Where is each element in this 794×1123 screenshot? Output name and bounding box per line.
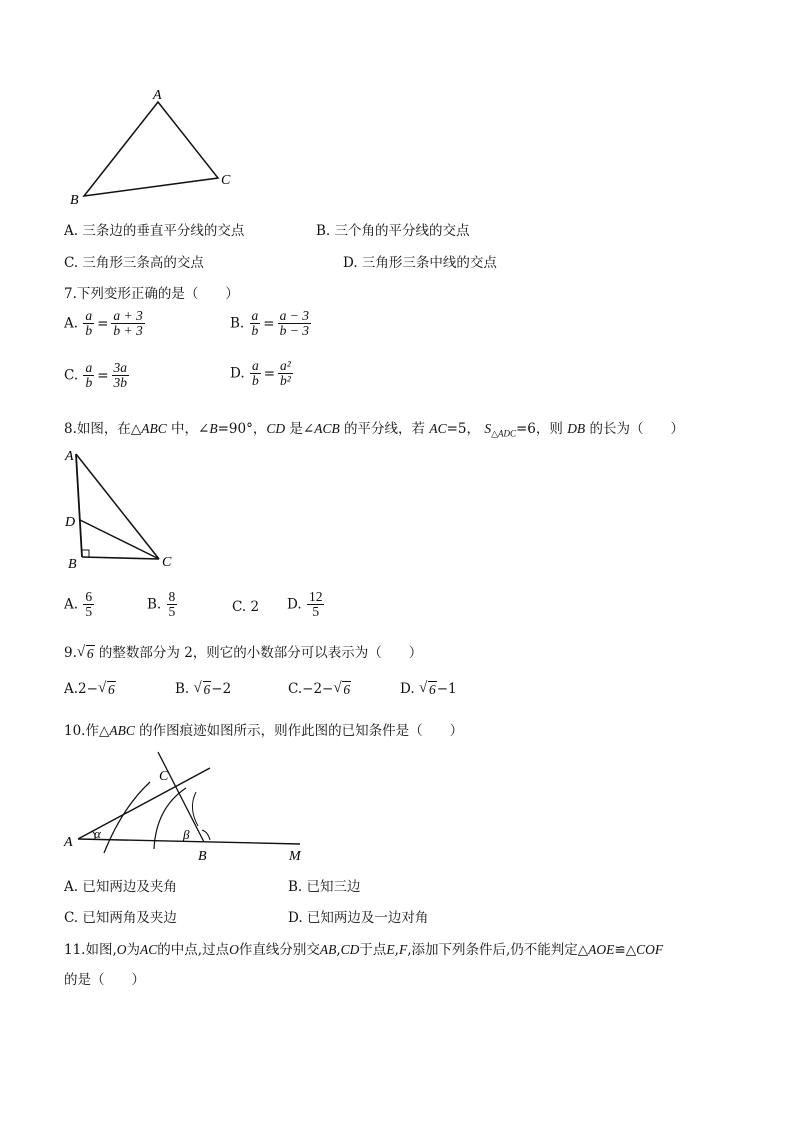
q10-option-a[interactable]: A. 已知两边及夹角 [64, 879, 177, 895]
q10-option-b[interactable]: B. 已知三边 [288, 879, 361, 895]
q7-option-a[interactable]: A. $\frac{a}{b}$ = $\frac{a + 3}{b + 3}$ [64, 308, 143, 338]
option-letter: B. [230, 315, 245, 332]
q9-option-d[interactable]: D. √ 6−1 [400, 681, 457, 698]
q6-option-b[interactable]: B. 三个角的平分线的交点 [316, 223, 470, 239]
rhs-fraction: $\frac{3a}{3b}$ [113, 360, 127, 390]
q6-option-c[interactable]: C. 三角形三条高的交点 [64, 255, 204, 271]
lhs-fraction: $\frac{a}{b}$ [85, 360, 93, 390]
q11-stem: 11.如图,O为AC的中点,过点O作直线分别交AB,CD于点E,F,添加下列条件后,仍不能判定△AOE≌△COF [64, 942, 664, 958]
vertex-label-c: C [159, 769, 169, 784]
rhs-fraction: $\frac{a + 3}{b + 3}$ [113, 308, 143, 338]
vertex-label-c: C [162, 555, 172, 570]
figure-construction [62, 748, 322, 866]
vertex-label-a: A [65, 449, 74, 464]
figure-triangle-abc [62, 88, 242, 208]
vertex-label-b: B [198, 849, 207, 864]
q8-option-c[interactable]: C. 2 [232, 599, 260, 615]
q6-option-a[interactable]: A. 三条边的垂直平分线的交点 [64, 223, 245, 239]
lhs-fraction: $\frac{a}{b}$ [85, 308, 93, 338]
q10-option-d[interactable]: D. 已知两边及一边对角 [288, 910, 429, 926]
sqrt-symbol: √ 6 [77, 646, 95, 662]
vertex-label-a: A [153, 88, 162, 103]
label-alpha: α [94, 826, 101, 841]
q7-option-b[interactable]: B. $\frac{a}{b}$ = $\frac{a - 3}{b - 3}$ [230, 308, 309, 338]
q9-option-c[interactable]: C.−2−√ 6 [288, 681, 351, 698]
vertex-label-m: M [289, 849, 301, 864]
option-letter: D. [230, 365, 245, 382]
q9-option-a[interactable]: A.2−√ 6 [64, 681, 116, 698]
option-letter: C. [64, 367, 79, 384]
vertex-label-c: C [221, 173, 231, 188]
label-beta: β [183, 827, 190, 842]
vertex-label-d: D [65, 515, 76, 530]
q8-stem: 8.如图，在△ABC 中，∠B=90°，CD 是∠ACB 的平分线，若 AC=5， $S_{\triangle ADC}=6$，则 DB 的长为（ ） [64, 421, 684, 439]
q7-option-c[interactable]: C. $\frac{a}{b}$ = $\frac{3a}{3b}$ [64, 360, 127, 390]
q9-stem: 9.√ 6 的整数部分为 2，则它的小数部分可以表示为（ ） [64, 641, 422, 662]
lhs-fraction: $\frac{a}{b}$ [251, 308, 259, 338]
lhs-fraction: $\frac{a}{b}$ [251, 358, 259, 388]
option-letter: A. [64, 315, 79, 332]
figure-right-triangle [62, 446, 192, 576]
rhs-fraction: $\frac{\text{a²}}{\text{b²}}$ [280, 358, 291, 388]
q11-stem-line2: 的是（ ） [64, 972, 145, 988]
q10-stem: 10.作△ABC 的作图痕迹如图所示，则作此图的已知条件是（ ） [64, 723, 464, 739]
vertex-label-b: B [70, 193, 79, 208]
q8-option-d[interactable]: D. $\frac{12}{5}$ [287, 589, 323, 619]
q10-option-c[interactable]: C. 已知两角及夹边 [64, 910, 177, 926]
q6-option-d[interactable]: D. 三角形三条中线的交点 [343, 255, 497, 271]
vertex-label-a: A [64, 835, 73, 850]
q8-option-a[interactable]: A. $\frac{6}{5}$ [64, 589, 93, 619]
q7-option-d[interactable]: D. $\frac{a}{b}$ = $\frac{\text{a²}}{\text{b²}}$ [230, 358, 291, 388]
q9-option-b[interactable]: B. √ 6−2 [175, 681, 231, 698]
rhs-fraction: $\frac{a - 3}{b - 3}$ [279, 308, 309, 338]
q7-stem: 7.下列变形正确的是（ ） [64, 286, 239, 302]
vertex-label-b: B [68, 557, 77, 572]
q8-option-b[interactable]: B. $\frac{8}{5}$ [147, 589, 176, 619]
